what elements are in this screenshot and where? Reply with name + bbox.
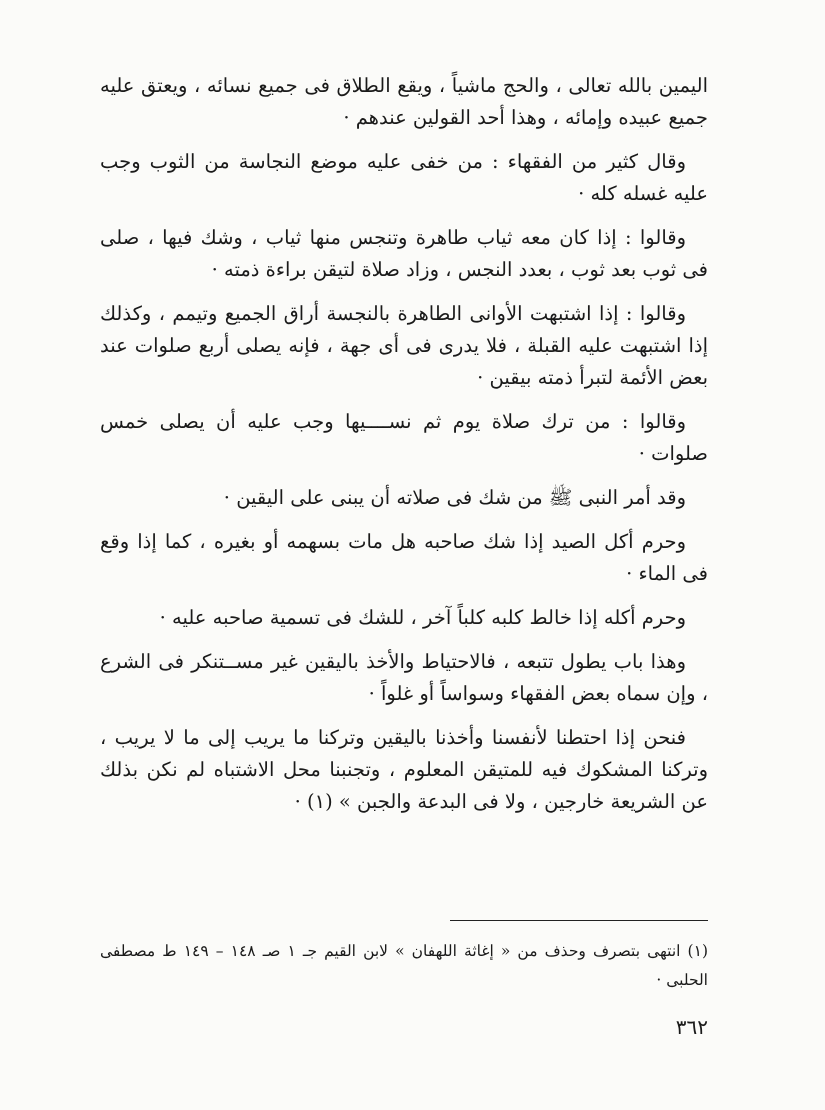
paragraph: وهذا باب يطول تتبعه ، فالاحتياط والأخذ باليقين غير مســتنكر فى الشرع ، وإن سماه بعض الفقهاء وسواساً أو غلواً · [100,650,708,705]
paragraph: فنحن إذا احتطنا لأنفسنا وأخذنا باليقين وتركنا ما يريب إلى ما لا يريب ، وتركنا المشكوك فيه للمتيقن المعلوم ، وتجنبنا محل الاشتباه لم نكن بذلك عن الشريعة خارجين ، ولا فى البدعة والجبن » (١) · [100,726,708,813]
body-text [100,70,708,830]
paragraph: وقالوا : من ترك صلاة يوم ثم نســــيها وجب عليه أن يصلى خمس صلوات · [100,410,708,465]
paragraph: وقال كثير من الفقهاء : من خفى عليه موضع النجاسة من الثوب وجب عليه غسله كله · [100,150,708,205]
paragraph: اليمين بالله تعالى ، والحج ماشياً ، ويقع الطلاق فى جميع نسائه ، ويعتق عليه جميع عبيده وإمائه ، وهذا أحد القولين عندهم · [100,74,708,129]
paragraph: وقالوا : إذا اشتبهت الأوانى الطاهرة بالنجسة أراق الجميع وتيمم ، وكذلك إذا اشتبهت عليه القبلة ، فلا يدرى فى أى جهة ، فإنه يصلى أربع صلوات عند بعض الأئمة لتبرأ ذمته بيقين · [100,302,708,389]
paragraph: وقالوا : إذا كان معه ثياب طاهرة وتنجس منها ثياب ، وشك فيها ، صلى فى ثوب بعد ثوب ، بعدد النجس ، وزاد صلاة لتيقن براءة ذمته · [100,226,708,281]
footnote: (١) انتهى بتصرف وحذف من « إغاثة اللهفان » لابن القيم جـ ١ صـ ١٤٨ – ١٤٩ ط مصطفى الحلبى · [100,942,708,989]
footnote-divider [450,920,708,921]
paragraph: وحرم أكل الصيد إذا شك صاحبه هل مات بسهمه أو بغيره ، كما إذا وقع فى الماء · [100,530,708,585]
paragraph: وحرم أكله إذا خالط كلبه كلباً آخر ، للشك فى تسمية صاحبه عليه · [159,606,686,629]
paragraph: وقد أمر النبى ﷺ من شك فى صلاته أن يبنى على اليقين · [223,486,686,509]
page-number: ٣٦٢ [675,1015,708,1039]
